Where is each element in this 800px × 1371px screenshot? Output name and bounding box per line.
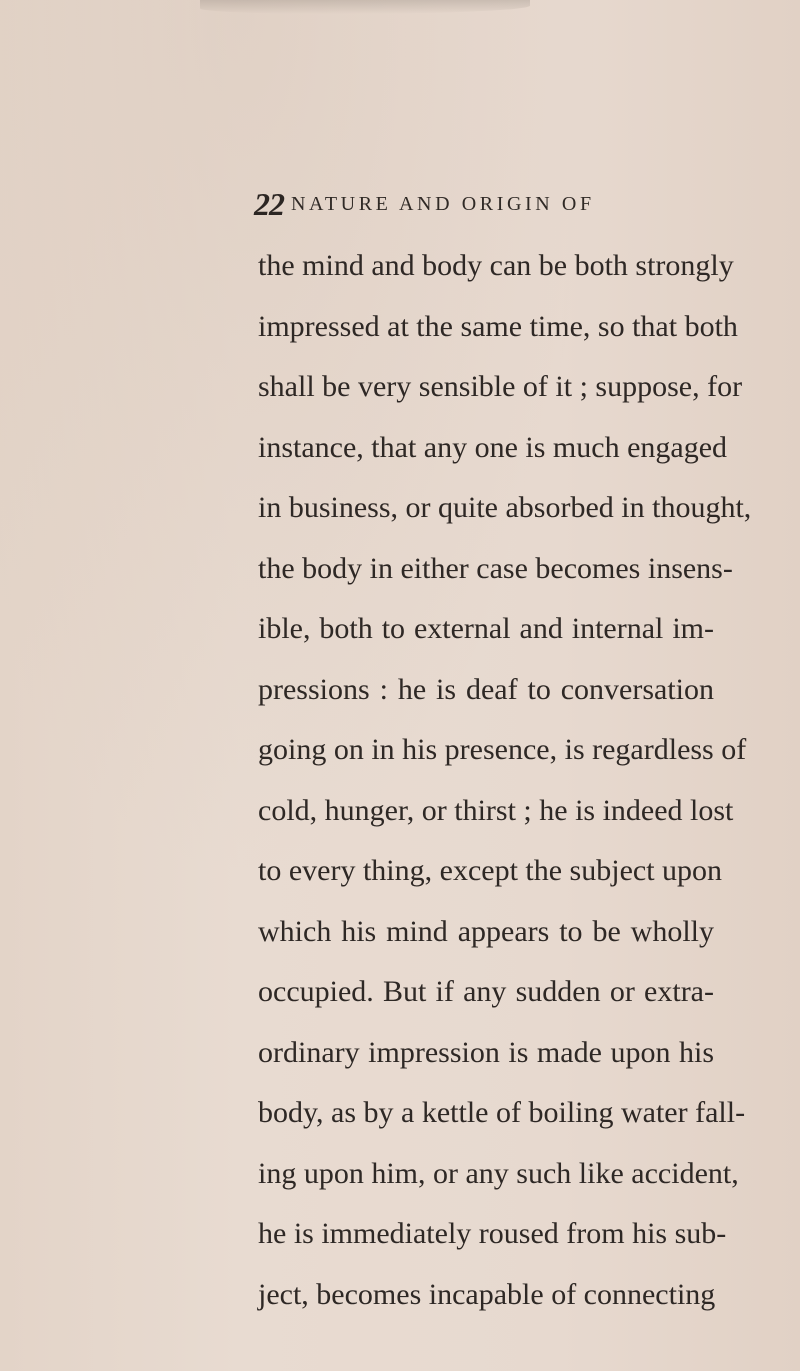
text-line: ordinary impression is made upon his [258, 1035, 714, 1069]
text-line: the body in either case becomes insens- [258, 551, 733, 585]
text-line: pressions : he is deaf to conversation [258, 672, 714, 706]
text-line: to every thing, except the subject upon [258, 854, 723, 887]
text-line: cold, hunger, or thirst ; he is indeed lost [258, 793, 734, 827]
running-head [254, 186, 714, 222]
text-line: body, as by a kettle of boiling water fall- [258, 1096, 746, 1129]
text-line: occupied. But if any sudden or extra- [258, 975, 714, 1008]
text-line: he is immediately roused from his sub- [258, 1217, 727, 1250]
text-line: which his mind appears to be wholly [258, 914, 714, 948]
page-edge-shadow [200, 0, 530, 14]
text-line: impressed at the same time, so that both [258, 309, 738, 343]
running-title: NATURE AND ORIGIN OF [291, 193, 595, 215]
body-text [258, 242, 752, 1331]
text-line: ible, both to external and internal im- [258, 612, 714, 645]
text-line: in business, or quite absorbed in thought, [258, 491, 752, 524]
text-line: going on in his presence, is regardless of [258, 733, 747, 766]
text-line: the mind and body can be both strongly [258, 249, 734, 282]
page-number: 22 [254, 186, 284, 222]
text-line: ject, becomes incapable of connecting [258, 1277, 716, 1311]
text-line: instance, that any one is much engaged [258, 430, 728, 464]
text-line: shall be very sensible of it ; suppose, for [258, 370, 743, 403]
text-line: ing upon him, or any such like accident, [258, 1156, 739, 1190]
